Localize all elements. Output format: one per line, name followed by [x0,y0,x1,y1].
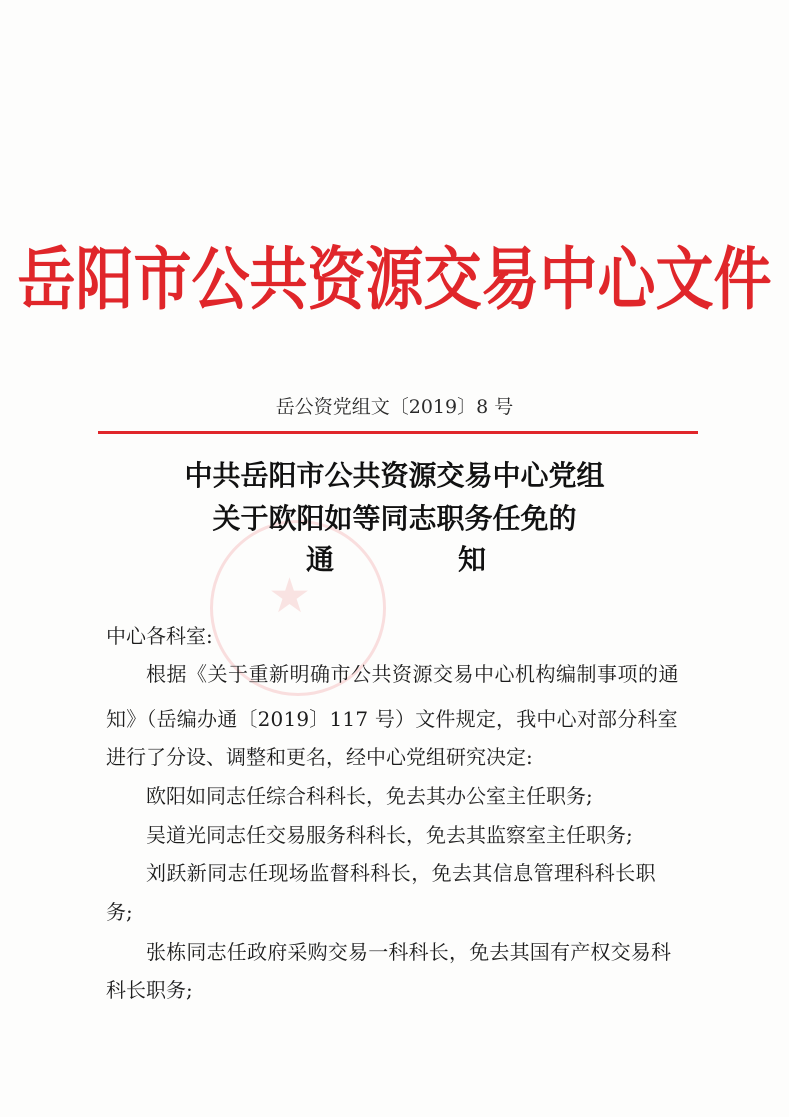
salutation: 中心各科室: [106,624,213,648]
appointment-item-3-line-1: 刘跃新同志任现场监督科科长，免去其信息管理科科长职 [146,861,656,885]
red-divider-line [98,431,698,434]
document-number: 岳公资党组文〔2019〕8 号 [275,396,514,418]
notice-title-char-zhi: 知 [458,543,487,576]
notice-title-char-tong: 通 [306,543,335,576]
appointment-item-4-line-2: 科长职务; [106,978,193,1002]
notice-title-line-2: 关于欧阳如等同志职务任免的 [212,502,577,535]
paragraph-1-line-1: 根据《关于重新明确市公共资源交易中心机构编制事项的通 [146,662,679,686]
appointment-item-2: 吴道光同志任交易服务科科长，免去其监察室主任职务; [146,823,633,847]
appointment-item-4-line-1: 张栋同志任政府采购交易一科科长，免去其国有产权交易科 [146,940,672,964]
seal-star-icon: ★ [268,568,312,624]
document-header-title: 岳阳市公共资源交易中心文件 [17,239,772,320]
appointment-item-3-line-2: 务; [106,900,133,924]
notice-title-line-1: 中共岳阳市公共资源交易中心党组 [184,459,605,492]
paragraph-1-line-3: 进行了分设、调整和更名，经中心党组研究决定: [106,745,533,769]
appointment-item-1: 欧阳如同志任综合科科长，免去其办公室主任职务; [146,784,593,808]
paragraph-1-line-2: 知》（岳编办通〔2019〕117 号）文件规定，我中心对部分科室 [106,707,678,731]
